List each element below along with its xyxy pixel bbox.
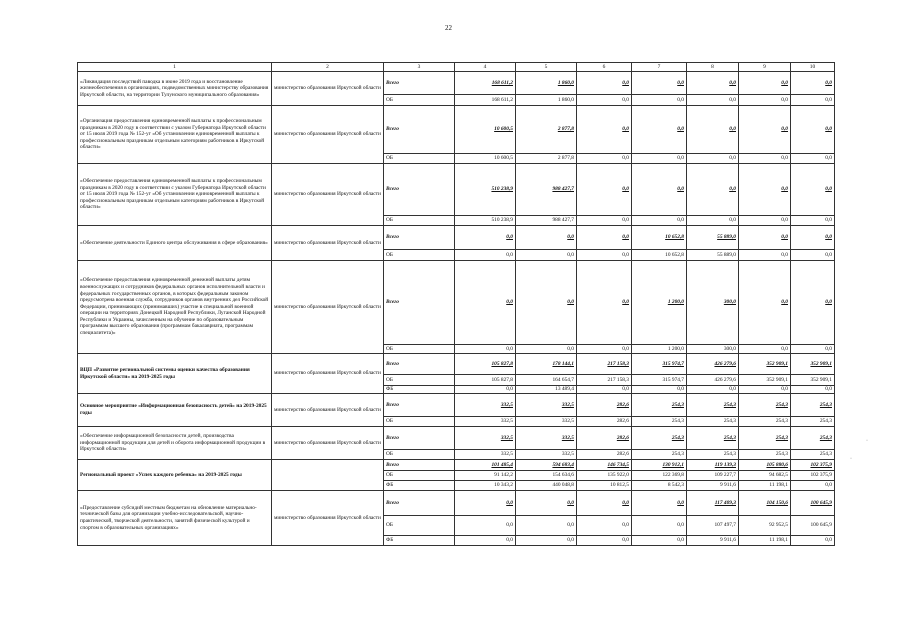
table-row-total — [78, 354, 835, 375]
amount-cell: 0,0 — [791, 481, 835, 491]
funding-source: Всего — [384, 354, 455, 375]
funding-source: ОБ — [384, 450, 455, 460]
scan-dot: · — [866, 438, 868, 444]
amount-cell: 11 198,1 — [739, 536, 791, 546]
amount-cell: 0,0 — [516, 516, 577, 536]
responsible-org: министерство образования Иркутской области — [272, 394, 384, 427]
funding-source: ОБ — [384, 216, 455, 226]
amount-cell: 0,0 — [687, 164, 739, 216]
column-number: 8 — [687, 63, 739, 72]
activity-name: «Обеспечение предоставления единовременной выплаты к профессиональным праздникам в 2020 году в соответствии с указом Губернатора Иркутской области от 15 июля 2019 года № 152-уг «Об установлении единовременной выплаты к профессиональным праздникам отдельным категориям работников в Иркутской области» — [78, 164, 272, 226]
funding-source: Всего — [384, 460, 455, 471]
amount-cell: 102 375,9 — [791, 471, 835, 481]
amount-cell: 594 683,4 — [516, 460, 577, 471]
amount-cell: 282,6 — [577, 417, 632, 427]
amount-cell: 154 634,6 — [516, 471, 577, 481]
column-number: 9 — [739, 63, 791, 72]
amount-cell: 0,0 — [687, 154, 739, 164]
amount-cell: 0,0 — [739, 95, 791, 106]
responsible-org: министерство образования Иркутской области — [272, 491, 384, 546]
activity-name: ВЦП «Развитие региональной системы оценки качества образования Иркутской области» на 2019-2025 годы — [78, 354, 272, 394]
amount-cell: 254,3 — [739, 427, 791, 450]
responsible-org: министерство образования Иркутской области — [272, 164, 384, 226]
funding-source: Всего — [384, 491, 455, 516]
funding-source: Всего — [384, 226, 455, 250]
amount-cell: 9 911,6 — [687, 536, 739, 546]
amount-cell: 101 485,4 — [455, 460, 516, 471]
amount-cell: 254,3 — [739, 417, 791, 427]
amount-cell: 0,0 — [455, 261, 516, 345]
amount-cell: 0,0 — [687, 106, 739, 154]
amount-cell: 332,5 — [516, 450, 577, 460]
amount-cell: 10 812,5 — [577, 481, 632, 491]
amount-cell: 282,6 — [577, 427, 632, 450]
amount-cell: 102 375,9 — [791, 460, 835, 471]
funding-source: Всего — [384, 72, 455, 95]
column-number: 2 — [272, 63, 384, 72]
amount-cell: 0,0 — [516, 261, 577, 345]
responsible-org: министерство образования Иркутской области — [272, 226, 384, 261]
funding-source: ОБ — [384, 250, 455, 261]
column-number: 10 — [791, 63, 835, 72]
amount-cell: 254,3 — [687, 417, 739, 427]
amount-cell: 315 974,7 — [632, 375, 687, 386]
amount-cell: 109 227,7 — [687, 471, 739, 481]
amount-cell: 332,5 — [455, 427, 516, 450]
activity-name: «Предоставление субсидий местным бюджетам на обновление материально-технической базы для организации учебно-исследовательской, научно-практической, творческой деятельности, занятий физической культурой и спортом в образовательных организациях» — [78, 491, 272, 546]
amount-cell: 168 611,2 — [455, 95, 516, 106]
amount-cell: 0,0 — [577, 226, 632, 250]
amount-cell: 0,0 — [577, 386, 632, 394]
amount-cell: 254,3 — [687, 427, 739, 450]
amount-cell: 0,0 — [791, 106, 835, 154]
table-row-total — [78, 226, 835, 250]
activity-name: Региональный проект «Успех каждого ребенка» на 2019-2025 годы — [78, 460, 272, 491]
activity-name: Основное мероприятие «Информационная безопасность детей» на 2019-2025 годы — [78, 394, 272, 427]
amount-cell: 0,0 — [516, 536, 577, 546]
amount-cell: 0,0 — [577, 250, 632, 261]
table-row-total — [78, 164, 835, 216]
amount-cell: 91 142,2 — [455, 471, 516, 481]
amount-cell: 105 827,8 — [455, 354, 516, 375]
amount-cell: 0,0 — [516, 345, 577, 354]
amount-cell: 332,5 — [455, 394, 516, 417]
funding-source: Всего — [384, 261, 455, 345]
column-number: 7 — [632, 63, 687, 72]
amount-cell: 0,0 — [577, 106, 632, 154]
amount-cell: 254,3 — [791, 394, 835, 417]
amount-cell: 119 139,3 — [687, 460, 739, 471]
amount-cell: 1 200,0 — [632, 345, 687, 354]
amount-cell: 426 279,6 — [687, 354, 739, 375]
scan-dot: · — [850, 456, 852, 462]
amount-cell: 0,0 — [739, 106, 791, 154]
amount-cell: 92 952,5 — [739, 516, 791, 536]
amount-cell: 1 860,0 — [516, 72, 577, 95]
amount-cell: 0,0 — [739, 164, 791, 216]
table-row-total — [78, 72, 835, 95]
amount-cell: 0,0 — [577, 491, 632, 516]
amount-cell: 0,0 — [455, 345, 516, 354]
amount-cell: 10 652,8 — [632, 226, 687, 250]
funding-source: ОБ — [384, 471, 455, 481]
amount-cell: 352 909,1 — [791, 354, 835, 375]
table-row-total — [78, 394, 835, 417]
amount-cell: 0,0 — [791, 164, 835, 216]
funding-source: ОБ — [384, 345, 455, 354]
column-number: 3 — [384, 63, 455, 72]
amount-cell: 510 238,9 — [455, 216, 516, 226]
amount-cell: 0,0 — [739, 216, 791, 226]
amount-cell: 0,0 — [577, 95, 632, 106]
amount-cell: 0,0 — [687, 386, 739, 394]
amount-cell: 178 144,1 — [516, 354, 577, 375]
table-row-total — [78, 427, 835, 450]
amount-cell: 55 889,0 — [687, 226, 739, 250]
amount-cell: 282,6 — [577, 450, 632, 460]
amount-cell: 0,0 — [455, 491, 516, 516]
amount-cell: 254,3 — [791, 427, 835, 450]
amount-cell: 0,0 — [739, 226, 791, 250]
amount-cell: 440 048,8 — [516, 481, 577, 491]
column-number: 6 — [577, 63, 632, 72]
amount-cell: 2 877,8 — [516, 154, 577, 164]
amount-cell: 0,0 — [687, 95, 739, 106]
amount-cell: 352 909,1 — [791, 375, 835, 386]
amount-cell: 0,0 — [632, 106, 687, 154]
funding-source: ОБ — [384, 95, 455, 106]
amount-cell: 1 860,0 — [516, 95, 577, 106]
amount-cell: 217 158,3 — [577, 354, 632, 375]
funding-source: ФБ — [384, 536, 455, 546]
activity-name: «Организация предоставления единовременной выплаты к профессиональным праздникам в 2020 году в соответствии с указом Губернатора Иркутской области от 15 июля 2019 года № 152-уг «Об установлении единовременной выплаты к профессиональным праздникам отдельным категориям работников в Иркутской области» — [78, 106, 272, 164]
page-number: 22 — [445, 24, 452, 32]
funding-source: Всего — [384, 164, 455, 216]
amount-cell: 0,0 — [455, 516, 516, 536]
amount-cell: 168 611,2 — [455, 72, 516, 95]
funding-source: ОБ — [384, 417, 455, 427]
amount-cell: 0,0 — [577, 536, 632, 546]
amount-cell: 254,3 — [739, 450, 791, 460]
amount-cell: 0,0 — [632, 95, 687, 106]
amount-cell: 0,0 — [791, 95, 835, 106]
amount-cell: 0,0 — [455, 386, 516, 394]
responsible-org: министерство образования Иркутской области — [272, 261, 384, 354]
amount-cell: 55 889,0 — [687, 250, 739, 261]
amount-cell: 107 497,7 — [687, 516, 739, 536]
amount-cell: 13 489,4 — [516, 386, 577, 394]
amount-cell: 0,0 — [632, 536, 687, 546]
amount-cell: 988 427,7 — [516, 216, 577, 226]
amount-cell: 0,0 — [632, 72, 687, 95]
amount-cell: 0,0 — [455, 226, 516, 250]
activity-name: «Обеспечение информационной безопасности детей, производства информационной продукции для детей и оборота информационной продукции в Иркутской области» — [78, 427, 272, 460]
amount-cell: 0,0 — [791, 216, 835, 226]
amount-cell: 122 369,8 — [632, 471, 687, 481]
amount-cell: 0,0 — [577, 216, 632, 226]
budget-table — [77, 62, 835, 546]
table-row-total — [78, 460, 835, 471]
table-row-total — [78, 106, 835, 154]
funding-source: Всего — [384, 394, 455, 417]
amount-cell: 254,3 — [632, 427, 687, 450]
amount-cell: 10 343,2 — [455, 481, 516, 491]
amount-cell: 9 911,6 — [687, 481, 739, 491]
amount-cell: 254,3 — [791, 450, 835, 460]
responsible-org: министерство образования Иркутской области — [272, 427, 384, 460]
amount-cell: 0,0 — [577, 516, 632, 536]
amount-cell: 300,0 — [687, 345, 739, 354]
funding-source: ОБ — [384, 375, 455, 386]
amount-cell: 0,0 — [739, 154, 791, 164]
amount-cell: 0,0 — [791, 536, 835, 546]
amount-cell: 0,0 — [791, 250, 835, 261]
amount-cell: 0,0 — [791, 226, 835, 250]
amount-cell: 352 909,1 — [739, 375, 791, 386]
funding-source: Всего — [384, 427, 455, 450]
amount-cell: 0,0 — [632, 216, 687, 226]
amount-cell: 0,0 — [516, 250, 577, 261]
amount-cell: 254,3 — [632, 417, 687, 427]
amount-cell: 254,3 — [632, 394, 687, 417]
responsible-org — [272, 460, 384, 491]
amount-cell: 315 974,7 — [632, 354, 687, 375]
amount-cell: 332,5 — [516, 417, 577, 427]
funding-source: ОБ — [384, 516, 455, 536]
amount-cell: 1 200,0 — [632, 261, 687, 345]
amount-cell: 0,0 — [632, 164, 687, 216]
amount-cell: 8 542,3 — [632, 481, 687, 491]
amount-cell: 0,0 — [791, 72, 835, 95]
amount-cell: 100 645,9 — [791, 516, 835, 536]
amount-cell: 117 409,3 — [687, 491, 739, 516]
amount-cell: 0,0 — [687, 72, 739, 95]
table-row-total — [78, 491, 835, 516]
amount-cell: 254,3 — [632, 450, 687, 460]
funding-source: Всего — [384, 106, 455, 154]
amount-cell: 10 600,5 — [455, 106, 516, 154]
amount-cell: 0,0 — [577, 72, 632, 95]
amount-cell: 0,0 — [455, 250, 516, 261]
responsible-org: министерство образования Иркутской области — [272, 72, 384, 106]
amount-cell: 352 909,1 — [739, 354, 791, 375]
amount-cell: 0,0 — [516, 226, 577, 250]
amount-cell: 0,0 — [632, 154, 687, 164]
amount-cell: 100 645,9 — [791, 491, 835, 516]
amount-cell: 254,3 — [739, 394, 791, 417]
amount-cell: 11 198,1 — [739, 481, 791, 491]
amount-cell: 282,6 — [577, 394, 632, 417]
table-row-total — [78, 261, 835, 345]
amount-cell: 510 238,9 — [455, 164, 516, 216]
funding-source: ОБ — [384, 154, 455, 164]
amount-cell: 332,5 — [516, 394, 577, 417]
column-number-row — [78, 63, 835, 72]
amount-cell: 254,3 — [687, 394, 739, 417]
funding-source: ФБ — [384, 386, 455, 394]
amount-cell: 0,0 — [687, 216, 739, 226]
amount-cell: 0,0 — [516, 491, 577, 516]
amount-cell: 254,3 — [791, 417, 835, 427]
amount-cell: 135 922,0 — [577, 471, 632, 481]
activity-name: «Обеспечение предоставления единовременной денежной выплаты детям военнослужащих и сотрудников федеральных органов исполнительной власти и федеральных государственных органов, в которых федеральным законом предусмотрена военная служба, сотрудников органов внутренних дел Российской Федерации, принимающих (принимавших) участие в специальной военной операции на территориях Донецкой Народной Республики, Луганской Народной Республики и Украины, зачисленным на обучение по образовательным программам высшего образования (программам бакалавриата, программам специалитета)» — [78, 261, 272, 354]
responsible-org: министерство образования Иркутской области — [272, 106, 384, 164]
amount-cell: 0,0 — [577, 261, 632, 345]
amount-cell: 10 652,8 — [632, 250, 687, 261]
amount-cell: 332,5 — [455, 417, 516, 427]
amount-cell: 130 912,1 — [632, 460, 687, 471]
amount-cell: 0,0 — [577, 345, 632, 354]
amount-cell: 164 654,7 — [516, 375, 577, 386]
amount-cell: 105 827,8 — [455, 375, 516, 386]
activity-name: «Ликвидация последствий паводка в июне 2019 года и восстановление жизнеобеспечения в организациях, подведомственных министерству образования Иркутской области, на территории Тулунского муниципального образования» — [78, 72, 272, 106]
amount-cell: 0,0 — [739, 386, 791, 394]
column-number: 4 — [455, 63, 516, 72]
amount-cell: 0,0 — [632, 491, 687, 516]
amount-cell: 0,0 — [632, 516, 687, 536]
amount-cell: 0,0 — [791, 261, 835, 345]
amount-cell: 0,0 — [632, 386, 687, 394]
activity-name: «Обеспечение деятельности Единого центра обслуживания в сфере образования» — [78, 226, 272, 261]
amount-cell: 217 158,3 — [577, 375, 632, 386]
funding-source: ФБ — [384, 481, 455, 491]
amount-cell: 0,0 — [739, 345, 791, 354]
amount-cell: 0,0 — [791, 154, 835, 164]
amount-cell: 105 880,6 — [739, 460, 791, 471]
amount-cell: 988 427,7 — [516, 164, 577, 216]
amount-cell: 254,3 — [687, 450, 739, 460]
amount-cell: 0,0 — [739, 261, 791, 345]
amount-cell: 0,0 — [739, 250, 791, 261]
column-number: 5 — [516, 63, 577, 72]
amount-cell: 94 682,5 — [739, 471, 791, 481]
amount-cell: 0,0 — [577, 154, 632, 164]
amount-cell: 146 734,5 — [577, 460, 632, 471]
amount-cell: 332,5 — [516, 427, 577, 450]
amount-cell: 10 600,5 — [455, 154, 516, 164]
column-number: 1 — [78, 63, 272, 72]
amount-cell: 0,0 — [791, 345, 835, 354]
amount-cell: 2 877,8 — [516, 106, 577, 154]
amount-cell: 0,0 — [791, 386, 835, 394]
amount-cell: 0,0 — [739, 72, 791, 95]
amount-cell: 104 150,6 — [739, 491, 791, 516]
amount-cell: 332,5 — [455, 450, 516, 460]
amount-cell: 426 279,6 — [687, 375, 739, 386]
amount-cell: 0,0 — [455, 536, 516, 546]
responsible-org: министерство образования Иркутской области — [272, 354, 384, 394]
amount-cell: 0,0 — [577, 164, 632, 216]
amount-cell: 300,0 — [687, 261, 739, 345]
